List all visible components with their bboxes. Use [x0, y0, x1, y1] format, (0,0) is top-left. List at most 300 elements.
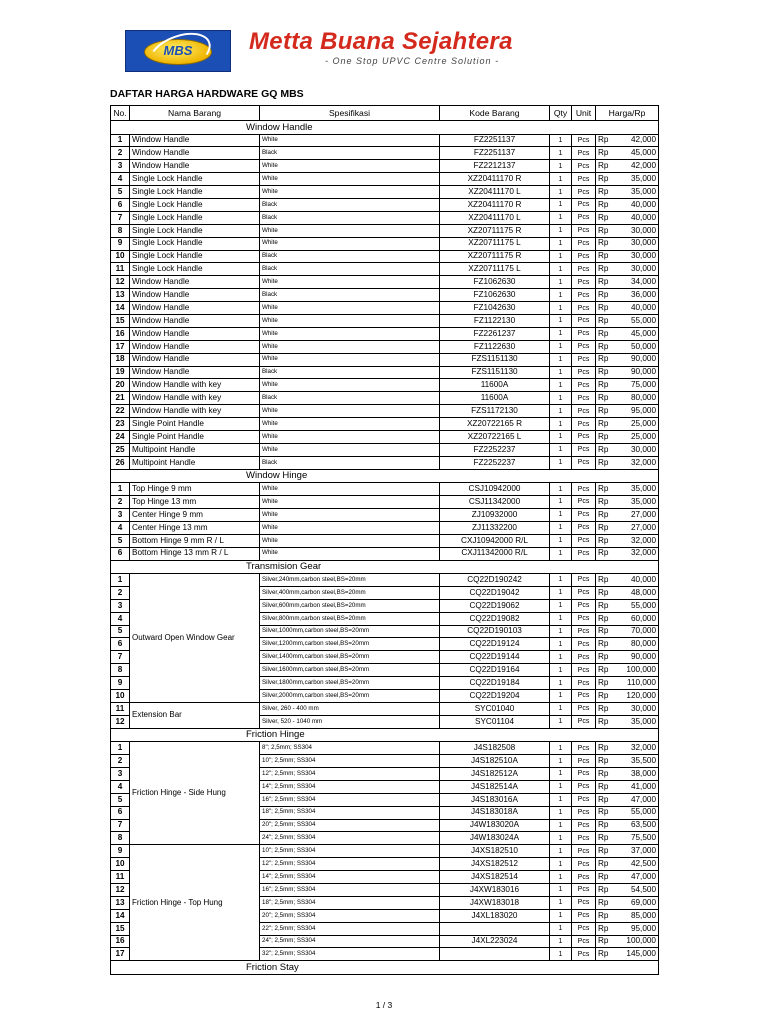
- item-spec: White: [260, 443, 440, 456]
- item-spec: Silver,1200mm,carbon steel,BS=20mm: [260, 638, 440, 651]
- table-row: [111, 418, 659, 431]
- item-spec: 18"; 2,5mm; SS304: [260, 896, 440, 909]
- table-row: [111, 263, 659, 276]
- item-unit: Pcs: [572, 508, 596, 521]
- item-code: J4XL183020: [440, 909, 550, 922]
- row-number: 10: [111, 690, 130, 703]
- item-spec: White: [260, 547, 440, 560]
- item-code: [440, 948, 550, 961]
- item-spec: 18"; 2,5mm; SS304: [260, 806, 440, 819]
- item-price: 85,000: [618, 909, 659, 922]
- price-currency: Rp: [596, 664, 618, 677]
- table-row: [111, 547, 659, 560]
- col-header-spec: Spesifikasi: [260, 106, 440, 121]
- item-unit: Pcs: [572, 418, 596, 431]
- price-currency: Rp: [596, 160, 618, 173]
- item-qty: 1: [550, 574, 572, 587]
- price-currency: Rp: [596, 871, 618, 884]
- item-price: 30,000: [618, 443, 659, 456]
- item-qty: 1: [550, 742, 572, 755]
- item-name: Friction Hinge - Side Hung: [130, 742, 260, 845]
- item-price: 40,000: [618, 574, 659, 587]
- item-spec: White: [260, 224, 440, 237]
- item-name: Window Handle with key: [130, 392, 260, 405]
- item-code: FZ2252237: [440, 456, 550, 469]
- item-code: CQ22D19042: [440, 586, 550, 599]
- price-currency: Rp: [596, 443, 618, 456]
- item-price: 90,000: [618, 366, 659, 379]
- item-name: Single Lock Handle: [130, 224, 260, 237]
- item-name: Window Handle: [130, 276, 260, 289]
- table-row: [111, 186, 659, 199]
- item-name: Single Lock Handle: [130, 237, 260, 250]
- item-code: J4XS182514: [440, 871, 550, 884]
- item-code: J4S182510A: [440, 755, 550, 768]
- item-code: CQ22D19204: [440, 690, 550, 703]
- row-number: 17: [111, 340, 130, 353]
- item-code: FZ1122630: [440, 340, 550, 353]
- item-spec: Black: [260, 456, 440, 469]
- item-qty: 1: [550, 327, 572, 340]
- item-qty: 1: [550, 443, 572, 456]
- item-qty: 1: [550, 819, 572, 832]
- price-currency: Rp: [596, 858, 618, 871]
- item-price: 60,000: [618, 612, 659, 625]
- item-code: 11600A: [440, 379, 550, 392]
- item-code: J4XW183016: [440, 883, 550, 896]
- item-unit: Pcs: [572, 819, 596, 832]
- item-spec: White: [260, 237, 440, 250]
- item-unit: Pcs: [572, 405, 596, 418]
- price-currency: Rp: [596, 793, 618, 806]
- item-qty: 1: [550, 664, 572, 677]
- item-unit: Pcs: [572, 806, 596, 819]
- section-title: Window Hinge: [111, 469, 659, 483]
- item-unit: Pcs: [572, 625, 596, 638]
- item-qty: 1: [550, 353, 572, 366]
- item-unit: Pcs: [572, 366, 596, 379]
- row-number: 6: [111, 638, 130, 651]
- table-row: [111, 302, 659, 315]
- item-unit: Pcs: [572, 353, 596, 366]
- item-spec: 14"; 2,5mm; SS304: [260, 780, 440, 793]
- row-number: 11: [111, 871, 130, 884]
- table-row: [111, 160, 659, 173]
- item-spec: 20"; 2,5mm; SS304: [260, 909, 440, 922]
- row-number: 22: [111, 405, 130, 418]
- table-row: [111, 534, 659, 547]
- item-code: J4W183020A: [440, 819, 550, 832]
- item-spec: White: [260, 521, 440, 534]
- item-spec: White: [260, 418, 440, 431]
- item-qty: 1: [550, 780, 572, 793]
- item-name: Single Lock Handle: [130, 250, 260, 263]
- item-price: 35,000: [618, 496, 659, 509]
- item-code: J4S182512A: [440, 767, 550, 780]
- row-number: 13: [111, 896, 130, 909]
- item-name: Window Handle: [130, 289, 260, 302]
- row-number: 1: [111, 574, 130, 587]
- item-name: Window Handle: [130, 366, 260, 379]
- item-code: FZ2261237: [440, 327, 550, 340]
- price-currency: Rp: [596, 948, 618, 961]
- item-qty: 1: [550, 612, 572, 625]
- price-currency: Rp: [596, 379, 618, 392]
- item-name: Window Handle: [130, 353, 260, 366]
- table-row: [111, 430, 659, 443]
- item-name: Window Handle: [130, 327, 260, 340]
- table-row: [111, 496, 659, 509]
- item-price: 63,500: [618, 819, 659, 832]
- table-header-row: [111, 106, 659, 121]
- item-price: 25,000: [618, 430, 659, 443]
- item-qty: 1: [550, 883, 572, 896]
- item-price: 25,000: [618, 418, 659, 431]
- table-row: [111, 340, 659, 353]
- item-code: FZS1172130: [440, 405, 550, 418]
- item-spec: White: [260, 327, 440, 340]
- item-code: XZ20411170 R: [440, 198, 550, 211]
- item-spec: 14"; 2,5mm; SS304: [260, 871, 440, 884]
- section-heading-row: [111, 121, 659, 135]
- item-qty: 1: [550, 832, 572, 845]
- price-currency: Rp: [596, 742, 618, 755]
- price-currency: Rp: [596, 224, 618, 237]
- item-price: 27,000: [618, 521, 659, 534]
- item-qty: 1: [550, 302, 572, 315]
- item-spec: 12"; 2,5mm; SS304: [260, 858, 440, 871]
- item-spec: White: [260, 379, 440, 392]
- item-code: XZ20411170 L: [440, 211, 550, 224]
- row-number: 24: [111, 430, 130, 443]
- col-header-qty: Qty: [550, 106, 572, 121]
- table-row: [111, 276, 659, 289]
- price-currency: Rp: [596, 677, 618, 690]
- row-number: 2: [111, 496, 130, 509]
- item-spec: 20"; 2,5mm; SS304: [260, 819, 440, 832]
- item-unit: Pcs: [572, 871, 596, 884]
- item-price: 32,000: [618, 456, 659, 469]
- item-price: 95,000: [618, 405, 659, 418]
- item-price: 110,000: [618, 677, 659, 690]
- item-price: 35,000: [618, 715, 659, 728]
- price-currency: Rp: [596, 521, 618, 534]
- price-currency: Rp: [596, 496, 618, 509]
- item-spec: Black: [260, 289, 440, 302]
- item-unit: Pcs: [572, 314, 596, 327]
- table-row: [111, 521, 659, 534]
- item-price: 40,000: [618, 198, 659, 211]
- item-spec: Silver, 520 - 1040 mm: [260, 715, 440, 728]
- item-price: 75,000: [618, 379, 659, 392]
- item-unit: Pcs: [572, 586, 596, 599]
- item-spec: Silver,240mm,carbon steel,BS=20mm: [260, 574, 440, 587]
- item-unit: Pcs: [572, 250, 596, 263]
- item-price: 80,000: [618, 392, 659, 405]
- item-qty: 1: [550, 496, 572, 509]
- item-qty: 1: [550, 508, 572, 521]
- row-number: 3: [111, 767, 130, 780]
- item-unit: Pcs: [572, 186, 596, 199]
- table-row: [111, 366, 659, 379]
- table-row: [111, 574, 659, 587]
- item-code: CQ22D19062: [440, 599, 550, 612]
- row-number: 6: [111, 198, 130, 211]
- item-unit: Pcs: [572, 574, 596, 587]
- row-number: 11: [111, 263, 130, 276]
- item-spec: White: [260, 405, 440, 418]
- page-number: 1 / 3: [375, 1000, 393, 1010]
- item-code: CQ22D190103: [440, 625, 550, 638]
- item-qty: 1: [550, 314, 572, 327]
- section-title: Friction Hinge: [111, 728, 659, 742]
- price-currency: Rp: [596, 418, 618, 431]
- item-qty: 1: [550, 483, 572, 496]
- item-name: Multipoint Handle: [130, 443, 260, 456]
- price-currency: Rp: [596, 302, 618, 315]
- item-spec: Silver,400mm,carbon steel,BS=20mm: [260, 586, 440, 599]
- price-currency: Rp: [596, 134, 618, 147]
- item-price: 70,000: [618, 625, 659, 638]
- company-name: Metta Buana Sejahtera: [249, 28, 513, 55]
- item-unit: Pcs: [572, 638, 596, 651]
- item-name: Single Point Handle: [130, 430, 260, 443]
- item-spec: 32"; 2,5mm; SS304: [260, 948, 440, 961]
- section-heading-row: [111, 560, 659, 574]
- item-code: J4XS182512: [440, 858, 550, 871]
- section-title: Transmision Gear: [111, 560, 659, 574]
- price-currency: Rp: [596, 250, 618, 263]
- row-number: 9: [111, 237, 130, 250]
- item-code: ZJ11332200: [440, 521, 550, 534]
- row-number: 16: [111, 327, 130, 340]
- item-code: J4XW183018: [440, 896, 550, 909]
- item-qty: 1: [550, 858, 572, 871]
- table-row: [111, 845, 659, 858]
- price-currency: Rp: [596, 574, 618, 587]
- table-row: [111, 250, 659, 263]
- table-row: [111, 173, 659, 186]
- item-unit: Pcs: [572, 173, 596, 186]
- price-currency: Rp: [596, 819, 618, 832]
- item-unit: Pcs: [572, 702, 596, 715]
- table-row: [111, 314, 659, 327]
- item-unit: Pcs: [572, 845, 596, 858]
- item-price: 48,000: [618, 586, 659, 599]
- item-name: Window Handle: [130, 302, 260, 315]
- item-qty: 1: [550, 237, 572, 250]
- item-unit: Pcs: [572, 340, 596, 353]
- item-unit: Pcs: [572, 922, 596, 935]
- item-unit: Pcs: [572, 715, 596, 728]
- row-number: 5: [111, 793, 130, 806]
- row-number: 4: [111, 612, 130, 625]
- item-spec: White: [260, 340, 440, 353]
- price-currency: Rp: [596, 702, 618, 715]
- item-unit: Pcs: [572, 742, 596, 755]
- item-qty: 1: [550, 845, 572, 858]
- col-header-no: No.: [111, 106, 130, 121]
- item-price: 90,000: [618, 353, 659, 366]
- item-qty: 1: [550, 547, 572, 560]
- row-number: 2: [111, 586, 130, 599]
- col-header-name: Nama Barang: [130, 106, 260, 121]
- item-spec: Silver,1000mm,carbon steel,BS=20mm: [260, 625, 440, 638]
- item-name: Extension Bar: [130, 702, 260, 728]
- item-code: FZ2251137: [440, 134, 550, 147]
- item-name: Window Handle: [130, 340, 260, 353]
- table-row: [111, 198, 659, 211]
- item-unit: Pcs: [572, 198, 596, 211]
- item-spec: White: [260, 430, 440, 443]
- row-number: 9: [111, 845, 130, 858]
- row-number: 7: [111, 651, 130, 664]
- item-price: 37,000: [618, 845, 659, 858]
- item-code: J4S182508: [440, 742, 550, 755]
- item-unit: Pcs: [572, 534, 596, 547]
- item-qty: 1: [550, 586, 572, 599]
- item-qty: 1: [550, 250, 572, 263]
- price-currency: Rp: [596, 625, 618, 638]
- price-currency: Rp: [596, 366, 618, 379]
- item-spec: Silver,600mm,carbon steel,BS=20mm: [260, 599, 440, 612]
- item-code: CQ22D19082: [440, 612, 550, 625]
- item-name: Bottom Hinge 9 mm R / L: [130, 534, 260, 547]
- item-name: Single Lock Handle: [130, 198, 260, 211]
- item-unit: Pcs: [572, 289, 596, 302]
- item-qty: 1: [550, 599, 572, 612]
- row-number: 9: [111, 677, 130, 690]
- item-name: Bottom Hinge 13 mm R / L: [130, 547, 260, 560]
- section-title: Window Handle: [111, 121, 659, 135]
- item-unit: Pcs: [572, 793, 596, 806]
- item-price: 45,000: [618, 147, 659, 160]
- item-qty: 1: [550, 211, 572, 224]
- row-number: 18: [111, 353, 130, 366]
- item-qty: 1: [550, 677, 572, 690]
- row-number: 2: [111, 147, 130, 160]
- item-name: Window Handle: [130, 314, 260, 327]
- item-price: 55,000: [618, 599, 659, 612]
- item-code: FZS1151130: [440, 353, 550, 366]
- section-heading-row: [111, 469, 659, 483]
- price-currency: Rp: [596, 909, 618, 922]
- row-number: 2: [111, 755, 130, 768]
- price-currency: Rp: [596, 186, 618, 199]
- item-code: J4W183024A: [440, 832, 550, 845]
- item-qty: 1: [550, 186, 572, 199]
- item-code: SYC01104: [440, 715, 550, 728]
- row-number: 5: [111, 534, 130, 547]
- row-number: 1: [111, 483, 130, 496]
- item-unit: Pcs: [572, 327, 596, 340]
- item-qty: 1: [550, 806, 572, 819]
- item-unit: Pcs: [572, 276, 596, 289]
- price-currency: Rp: [596, 508, 618, 521]
- item-name: Window Handle: [130, 147, 260, 160]
- item-spec: White: [260, 134, 440, 147]
- item-spec: Black: [260, 263, 440, 276]
- item-spec: Silver,1600mm,carbon steel,BS=20mm: [260, 664, 440, 677]
- item-qty: 1: [550, 160, 572, 173]
- item-unit: Pcs: [572, 896, 596, 909]
- item-spec: 10"; 2,5mm; SS304: [260, 755, 440, 768]
- item-price: 34,000: [618, 276, 659, 289]
- item-qty: 1: [550, 767, 572, 780]
- item-code: FZ1062630: [440, 276, 550, 289]
- item-code: J4S182514A: [440, 780, 550, 793]
- price-currency: Rp: [596, 392, 618, 405]
- price-currency: Rp: [596, 806, 618, 819]
- row-number: 3: [111, 599, 130, 612]
- row-number: 21: [111, 392, 130, 405]
- item-price: 69,000: [618, 896, 659, 909]
- item-qty: 1: [550, 638, 572, 651]
- col-header-price: Harga/Rp: [596, 106, 659, 121]
- item-unit: Pcs: [572, 263, 596, 276]
- table-row: [111, 392, 659, 405]
- item-code: CSJ10942000: [440, 483, 550, 496]
- item-qty: 1: [550, 198, 572, 211]
- item-unit: Pcs: [572, 832, 596, 845]
- price-currency: Rp: [596, 599, 618, 612]
- item-unit: Pcs: [572, 147, 596, 160]
- table-row: [111, 147, 659, 160]
- item-price: 42,000: [618, 160, 659, 173]
- item-spec: White: [260, 314, 440, 327]
- item-price: 55,000: [618, 806, 659, 819]
- table-row: [111, 456, 659, 469]
- item-name: Top Hinge 9 mm: [130, 483, 260, 496]
- item-qty: 1: [550, 909, 572, 922]
- row-number: 17: [111, 948, 130, 961]
- item-price: 55,000: [618, 314, 659, 327]
- price-currency: Rp: [596, 237, 618, 250]
- item-qty: 1: [550, 392, 572, 405]
- row-number: 15: [111, 314, 130, 327]
- item-name: Center Hinge 9 mm: [130, 508, 260, 521]
- item-spec: White: [260, 483, 440, 496]
- item-qty: 1: [550, 430, 572, 443]
- row-number: 12: [111, 276, 130, 289]
- item-name: Window Handle: [130, 134, 260, 147]
- price-currency: Rp: [596, 405, 618, 418]
- item-price: 27,000: [618, 508, 659, 521]
- item-name: Single Point Handle: [130, 418, 260, 431]
- item-code: CXJ11342000 R/L: [440, 547, 550, 560]
- item-qty: 1: [550, 134, 572, 147]
- item-qty: 1: [550, 521, 572, 534]
- table-row: [111, 508, 659, 521]
- section-title: Friction Stay: [111, 961, 659, 975]
- item-unit: Pcs: [572, 392, 596, 405]
- row-number: 4: [111, 780, 130, 793]
- item-code: [440, 922, 550, 935]
- item-spec: 10"; 2,5mm; SS304: [260, 845, 440, 858]
- item-unit: Pcs: [572, 224, 596, 237]
- item-name: Friction Hinge - Top Hung: [130, 845, 260, 961]
- row-number: 5: [111, 625, 130, 638]
- item-spec: Black: [260, 366, 440, 379]
- table-row: [111, 327, 659, 340]
- item-spec: White: [260, 353, 440, 366]
- item-qty: 1: [550, 896, 572, 909]
- item-price: 45,000: [618, 327, 659, 340]
- price-currency: Rp: [596, 690, 618, 703]
- item-code: SYC01040: [440, 702, 550, 715]
- item-spec: 22"; 2,5mm; SS304: [260, 922, 440, 935]
- item-unit: Pcs: [572, 160, 596, 173]
